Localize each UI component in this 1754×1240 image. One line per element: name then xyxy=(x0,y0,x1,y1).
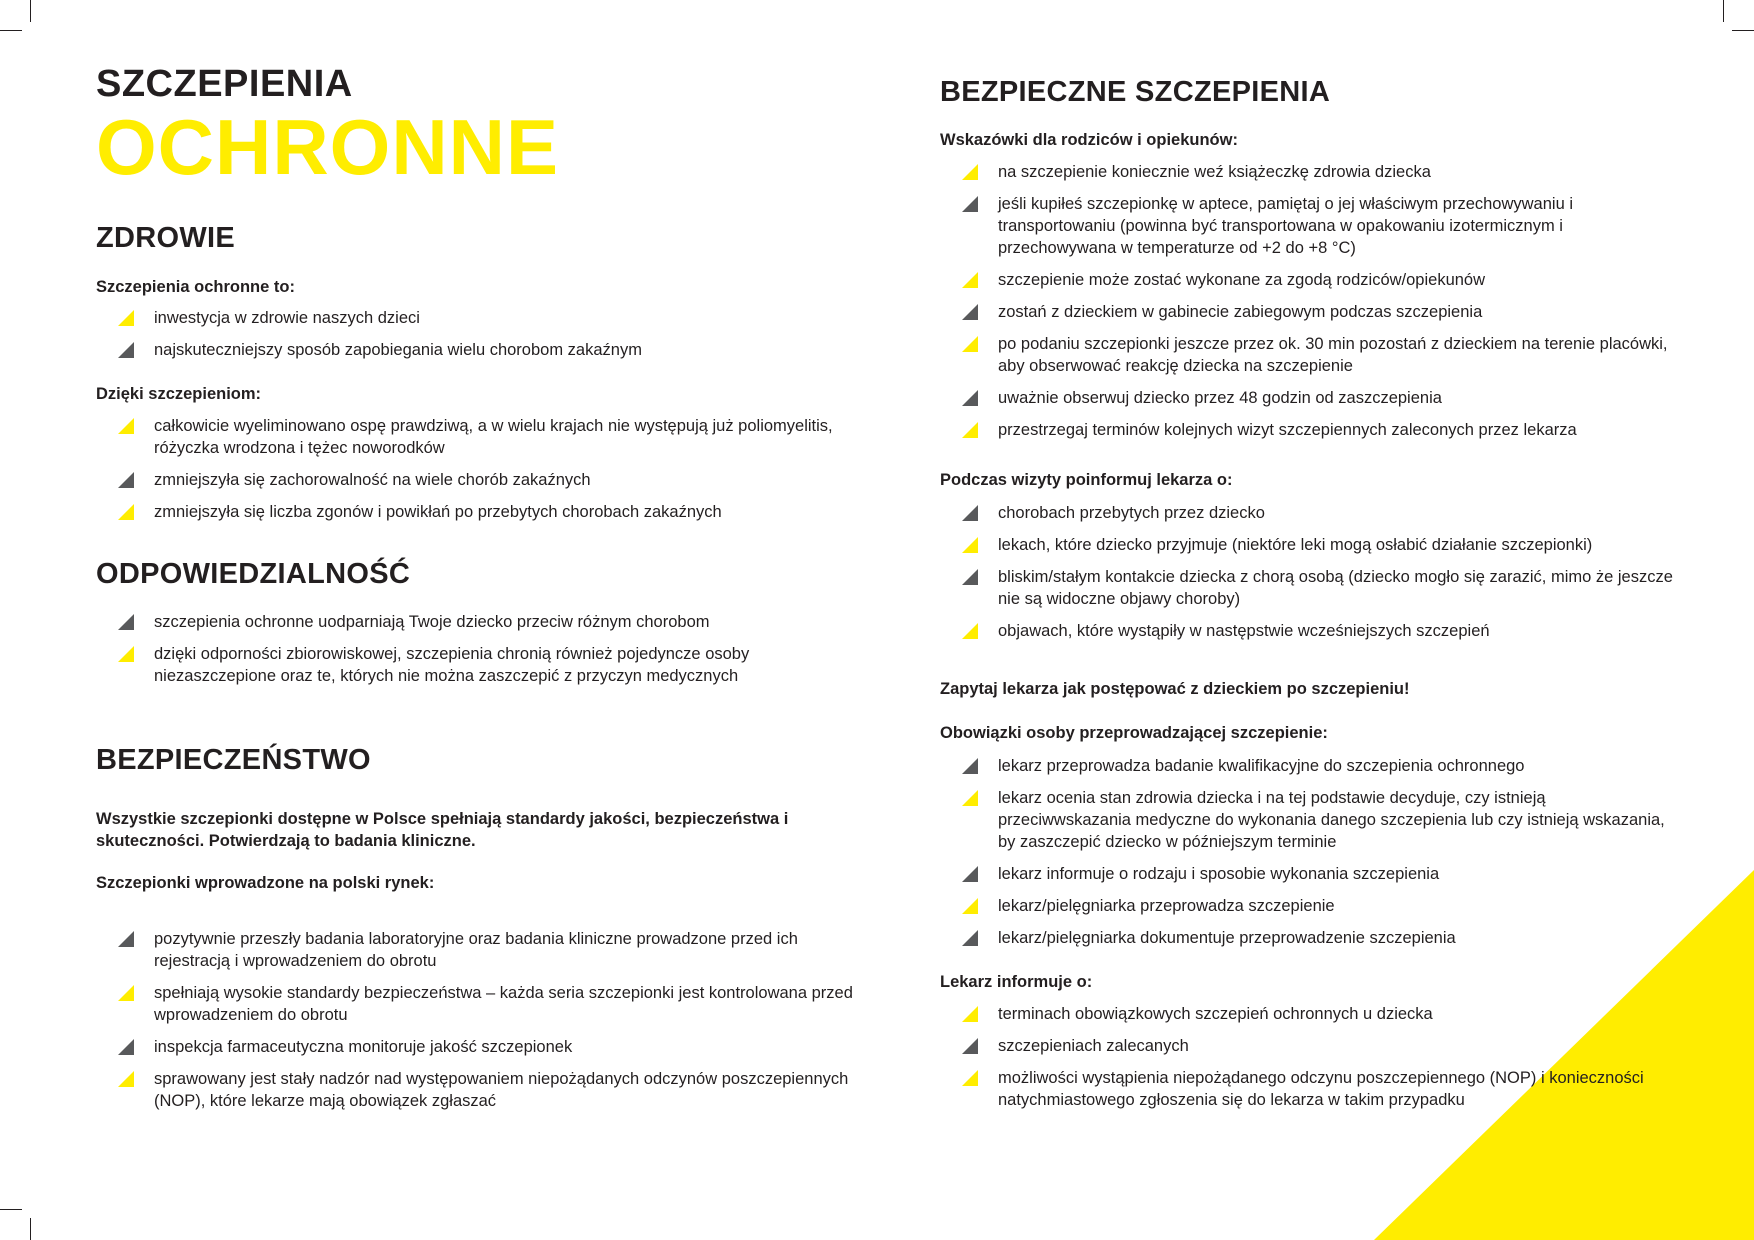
list-item xyxy=(940,566,1680,610)
list-item xyxy=(940,863,1680,885)
yellow-triangle-bullet-icon xyxy=(962,1006,978,1022)
list-item xyxy=(96,501,856,523)
list-odpowiedzialnosc xyxy=(96,611,856,697)
list-item-text: szczepienia ochronne uodparniają Twoje dziecko przeciw różnym chorobom xyxy=(154,613,710,631)
heading-zdrowie: ZDROWIE xyxy=(96,222,236,254)
gray-triangle-bullet-icon xyxy=(118,1039,134,1055)
list-item xyxy=(96,1036,856,1058)
list-item-text: szczepienie może zostać wykonane za zgodą rodziców/opiekunów xyxy=(998,271,1486,289)
list-item-text: zmniejszyła się zachorowalność na wiele chorób zakaźnych xyxy=(154,471,591,489)
list-item xyxy=(940,301,1680,323)
list-item xyxy=(96,1068,856,1112)
list-item-text: pozytywnie przeszły badania laboratoryjne oraz badania kliniczne prowadzone przed ich rejestracją i wprowadzeniem do obrotu xyxy=(154,930,798,970)
list-item-text: lekarz przeprowadza badanie kwalifikacyjne do szczepienia ochronnego xyxy=(998,757,1525,775)
gray-triangle-bullet-icon xyxy=(962,758,978,774)
list-item xyxy=(96,643,856,687)
list-zdrowie-1 xyxy=(96,307,856,371)
gray-triangle-bullet-icon xyxy=(962,390,978,406)
gray-triangle-bullet-icon xyxy=(962,196,978,212)
intro-dzieki-szczepieniom: Dzięki szczepieniom: xyxy=(96,385,262,403)
list-item xyxy=(940,755,1680,777)
crop-mark xyxy=(30,1218,31,1240)
list-item xyxy=(940,1035,1680,1057)
crop-mark xyxy=(0,1209,22,1210)
list-item-text: jeśli kupiłeś szczepionkę w aptece, pamiętaj o jej właściwym przechowywaniu i transportowaniu (powinna być transportowana w opakowaniu izotermicznym i przechowywana w temperaturze od +2 do +8 °C) xyxy=(998,195,1573,257)
list-item xyxy=(940,1067,1680,1111)
list-item xyxy=(940,534,1680,556)
list-item-text: lekarz/pielęgniarka przeprowadza szczepienie xyxy=(998,897,1335,915)
list-item xyxy=(96,469,856,491)
crop-mark xyxy=(0,30,22,31)
list-item-text: sprawowany jest stały nadzór nad występowaniem niepożądanych odczynów poszczepiennych (NOP), które lekarze mają obowiązek zgłaszać xyxy=(154,1070,849,1110)
list-obowiazki xyxy=(940,755,1680,959)
list-item xyxy=(96,307,856,329)
heading-odpowiedzialnosc: ODPOWIEDZIALNOŚĆ xyxy=(96,558,411,590)
list-item-text: możliwości wystąpienia niepożądanego odczynu poszczepiennego (NOP) i konieczności natychmiastowego zgłoszenia się do lekarza w takim przypadku xyxy=(998,1069,1644,1109)
gray-triangle-bullet-icon xyxy=(962,569,978,585)
list-item xyxy=(96,982,856,1026)
intro-obowiazki: Obowiązki osoby przeprowadzającej szczepienie: xyxy=(940,724,1328,742)
intro-podczas-wizyty: Podczas wizyty poinformuj lekarza o: xyxy=(940,471,1233,489)
list-item-text: najskuteczniejszy sposób zapobiegania wielu chorobom zakaźnym xyxy=(154,341,642,359)
list-item xyxy=(940,927,1680,949)
gray-triangle-bullet-icon xyxy=(118,342,134,358)
list-podczas-wizyty xyxy=(940,502,1680,652)
list-lekarz-informuje xyxy=(940,1003,1680,1121)
yellow-triangle-bullet-icon xyxy=(118,646,134,662)
intro-szczepienia-ochronne: Szczepienia ochronne to: xyxy=(96,278,295,296)
gray-triangle-bullet-icon xyxy=(962,1038,978,1054)
list-item xyxy=(96,928,856,972)
gray-triangle-bullet-icon xyxy=(118,472,134,488)
list-item xyxy=(940,161,1680,183)
gray-triangle-bullet-icon xyxy=(962,866,978,882)
yellow-triangle-bullet-icon xyxy=(118,418,134,434)
gray-triangle-bullet-icon xyxy=(962,304,978,320)
yellow-triangle-bullet-icon xyxy=(962,537,978,553)
crop-mark xyxy=(1732,30,1754,31)
list-item xyxy=(940,387,1680,409)
yellow-triangle-bullet-icon xyxy=(962,336,978,352)
list-item xyxy=(96,415,856,459)
yellow-triangle-bullet-icon xyxy=(962,623,978,639)
gray-triangle-bullet-icon xyxy=(962,930,978,946)
heading-bezpieczne-szczepienia: BEZPIECZNE SZCZEPIENIA xyxy=(940,76,1331,108)
intro-wskazowki: Wskazówki dla rodziców i opiekunów: xyxy=(940,131,1238,149)
list-item-text: dzięki odporności zbiorowiskowej, szczepienia chronią również pojedyncze osoby niezaszczepione oraz te, których nie można zaszczepić z przyczyn medycznych xyxy=(154,645,750,685)
list-item-text: lekach, które dziecko przyjmuje (niektóre leki mogą osłabić działanie szczepionki) xyxy=(998,536,1593,554)
title-line-1: SZCZEPIENIA xyxy=(96,63,353,105)
list-item xyxy=(940,193,1680,259)
yellow-triangle-bullet-icon xyxy=(962,790,978,806)
list-item xyxy=(940,895,1680,917)
list-item xyxy=(940,419,1680,441)
intro-szczepionki-wprowadzone: Szczepionki wprowadzone na polski rynek: xyxy=(96,874,435,892)
yellow-triangle-bullet-icon xyxy=(962,1070,978,1086)
list-item xyxy=(940,269,1680,291)
list-item xyxy=(940,620,1680,642)
list-bezpieczenstwo xyxy=(96,928,856,1122)
list-item xyxy=(940,787,1680,853)
list-item xyxy=(96,611,856,633)
zapytaj-lekarza: Zapytaj lekarza jak postępować z dzieckiem po szczepieniu! xyxy=(940,680,1410,698)
yellow-triangle-bullet-icon xyxy=(962,422,978,438)
yellow-triangle-bullet-icon xyxy=(118,1071,134,1087)
list-item-text: chorobach przebytych przez dziecko xyxy=(998,504,1265,522)
list-item-text: uważnie obserwuj dziecko przez 48 godzin od zaszczepienia xyxy=(998,389,1442,407)
yellow-triangle-bullet-icon xyxy=(962,164,978,180)
list-item-text: całkowicie wyeliminowano ospę prawdziwą, a w wielu krajach nie występują już poliomyelitis, różyczka wrodzona i tężec noworodków xyxy=(154,417,833,457)
list-item-text: lekarz informuje o rodzaju i sposobie wykonania szczepienia xyxy=(998,865,1440,883)
yellow-triangle-bullet-icon xyxy=(118,504,134,520)
yellow-triangle-bullet-icon xyxy=(962,272,978,288)
list-item-text: na szczepienie koniecznie weź książeczkę zdrowia dziecka xyxy=(998,163,1431,181)
list-item-text: bliskim/stałym kontakcie dziecka z chorą osobą (dziecko mogło się zarazić, mimo że jeszcze nie są widoczne objawy choroby) xyxy=(998,568,1673,608)
list-item xyxy=(940,502,1680,524)
gray-triangle-bullet-icon xyxy=(118,614,134,630)
list-item-text: po podaniu szczepionki jeszcze przez ok. 30 min pozostań z dzieckiem na terenie placówki, aby obserwować reakcję dziecka na szczepienie xyxy=(998,335,1668,375)
list-zdrowie-2 xyxy=(96,415,856,533)
list-item-text: inspekcja farmaceutyczna monitoruje jakość szczepionek xyxy=(154,1038,573,1056)
intro-lekarz-informuje: Lekarz informuje o: xyxy=(940,973,1093,991)
yellow-triangle-bullet-icon xyxy=(962,898,978,914)
yellow-triangle-bullet-icon xyxy=(118,985,134,1001)
list-item-text: inwestycja w zdrowie naszych dzieci xyxy=(154,309,420,327)
list-item-text: zmniejszyła się liczba zgonów i powikłań po przebytych chorobach zakaźnych xyxy=(154,503,722,521)
crop-mark xyxy=(1723,0,1724,22)
list-wskazowki xyxy=(940,161,1680,451)
heading-bezpieczenstwo: BEZPIECZEŃSTWO xyxy=(96,744,371,776)
list-item-text: szczepieniach zalecanych xyxy=(998,1037,1189,1055)
gray-triangle-bullet-icon xyxy=(962,505,978,521)
list-item-text: terminach obowiązkowych szczepień ochronnych u dziecka xyxy=(998,1005,1433,1023)
list-item-text: spełniają wysokie standardy bezpieczeństwa – każda seria szczepionki jest kontrolowana przed wprowadzeniem do obrotu xyxy=(154,984,853,1024)
list-item-text: objawach, które wystąpiły w następstwie wcześniejszych szczepień xyxy=(998,622,1490,640)
yellow-triangle-bullet-icon xyxy=(118,310,134,326)
list-item xyxy=(940,333,1680,377)
list-item xyxy=(940,1003,1680,1025)
bezpieczenstwo-paragraph: Wszystkie szczepionki dostępne w Polsce spełniają standardy jakości, bezpieczeństwa i skuteczności. Potwierdzają to badania kliniczne. xyxy=(96,810,789,850)
gray-triangle-bullet-icon xyxy=(118,931,134,947)
list-item-text: lekarz/pielęgniarka dokumentuje przeprowadzenie szczepienia xyxy=(998,929,1456,947)
list-item-text: zostań z dzieckiem w gabinecie zabiegowym podczas szczepienia xyxy=(998,303,1483,321)
crop-mark xyxy=(30,0,31,22)
list-item xyxy=(96,339,856,361)
title-line-2: OCHRONNE xyxy=(96,103,560,191)
list-item-text: lekarz ocenia stan zdrowia dziecka i na tej podstawie decyduje, czy istnieją przeciwwskazania medyczne do wykonania danego szczepienia lub czy istnieją wskazania, by zaszczepić dziecko w późniejszym terminie xyxy=(998,789,1665,851)
list-item-text: przestrzegaj terminów kolejnych wizyt szczepiennych zaleconych przez lekarza xyxy=(998,421,1577,439)
